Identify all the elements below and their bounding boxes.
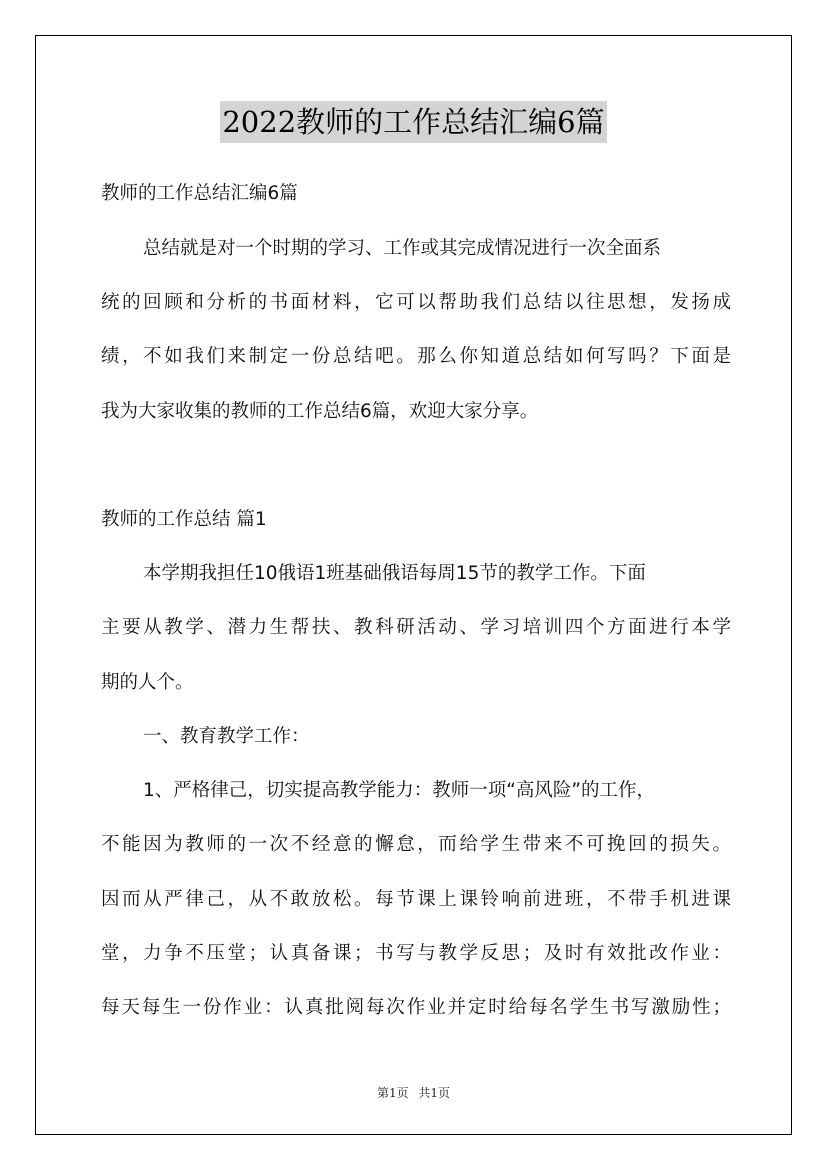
- paragraph-line: 主要从教学、潜力生帮扶、教科研活动、学习培训四个方面进行本学: [101, 617, 731, 638]
- page-total: 共1页: [418, 1086, 451, 1100]
- sub-heading: 一、教育教学工作：: [143, 726, 310, 747]
- title-container: [0, 101, 827, 143]
- document-title: 2022教师的工作总结汇编6篇: [220, 101, 606, 143]
- page-footer: [0, 1084, 827, 1101]
- page-number: 第1页: [376, 1086, 409, 1100]
- paragraph-line: 1、严格律己，切实提高教学能力：教师一项“高风险”的工作，: [143, 780, 655, 801]
- intro-line: 我为大家收集的教师的工作总结6篇，欢迎大家分享。: [101, 401, 539, 422]
- paragraph-line: 期的人个。: [101, 672, 194, 693]
- paragraph-line: 每天每生一份作业：认真批阅每次作业并定时给每名学生书写激励性；: [101, 997, 731, 1018]
- paragraph-line: 因而从严律己，从不敢放松。每节课上课铃响前进班，不带手机进课: [101, 889, 731, 910]
- paragraph-line: 本学期我担任10俄语1班基础俄语每周15节的教学工作。下面: [143, 563, 646, 584]
- section-heading: 教师的工作总结 篇1: [101, 509, 267, 530]
- subtitle: 教师的工作总结汇编6篇: [101, 183, 298, 204]
- paragraph-line: 堂，力争不压堂；认真备课；书写与教学反思；及时有效批改作业：: [101, 943, 731, 964]
- intro-line: 绩，不如我们来制定一份总结吧。那么你知道总结如何写吗？下面是: [101, 346, 731, 367]
- intro-line: 总结就是对一个时期的学习、工作或其完成情况进行一次全面系: [143, 238, 662, 259]
- intro-line: 统的回顾和分析的书面材料，它可以帮助我们总结以往思想，发扬成: [101, 292, 731, 313]
- paragraph-line: 不能因为教师的一次不经意的懈怠，而给学生带来不可挽回的损失。: [101, 834, 731, 855]
